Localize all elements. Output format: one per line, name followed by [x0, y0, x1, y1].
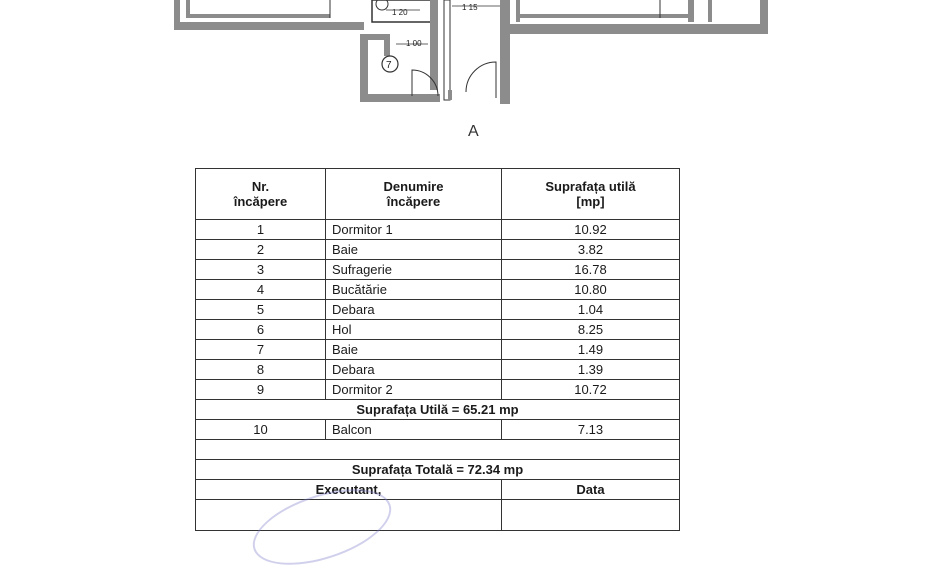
balcony-area: 7.13 — [502, 420, 680, 440]
header-name-label: Denumire încăpere — [383, 179, 444, 209]
table-row — [196, 300, 680, 320]
room-area: 10.80 — [502, 280, 680, 300]
wall-room7-top — [360, 34, 390, 40]
room-name: Bucătărie — [326, 280, 502, 300]
dimension-label-2: 1 15 — [462, 3, 478, 12]
total-area-summary: Suprafața Totală = 72.34 mp — [196, 460, 680, 480]
room-name: Dormitor 1 — [326, 220, 502, 240]
room-name: Baie — [326, 240, 502, 260]
wall-corridor-left — [430, 0, 438, 90]
spacer-cell — [196, 440, 680, 460]
room-nr: 7 — [196, 340, 326, 360]
door-jamb — [448, 90, 452, 100]
table-row — [196, 420, 680, 440]
room-area: 10.72 — [502, 380, 680, 400]
header-area — [502, 169, 680, 220]
table-row — [196, 320, 680, 340]
table-row — [196, 380, 680, 400]
executant-label: Executant, — [196, 480, 502, 500]
wall-left-inner — [186, 0, 190, 18]
floor-plan — [0, 0, 938, 150]
table-row — [196, 240, 680, 260]
table-header-row — [196, 169, 680, 220]
wall-left-inner-bottom — [190, 14, 330, 18]
room-name: Debara — [326, 360, 502, 380]
wall-right-partition-2 — [708, 0, 712, 22]
header-nr — [196, 169, 326, 220]
room-name: Hol — [326, 320, 502, 340]
room-nr: 4 — [196, 280, 326, 300]
wall-right-inner — [516, 0, 520, 22]
room-area: 3.82 — [502, 240, 680, 260]
table-row — [196, 280, 680, 300]
table-row — [196, 260, 680, 280]
wall-room7-left — [360, 34, 368, 100]
dimension-label-3: 1 00 — [406, 39, 422, 48]
room-nr: 2 — [196, 240, 326, 260]
wall-right-inner-bottom — [520, 14, 690, 18]
dimension-label-1: 1 20 — [392, 8, 408, 17]
header-name — [326, 169, 502, 220]
room-nr: 8 — [196, 360, 326, 380]
header-area-label: Suprafața utilă [mp] — [545, 179, 636, 209]
wall-corridor-inner — [444, 0, 450, 100]
wall-right-end — [760, 0, 768, 34]
room-nr: 5 — [196, 300, 326, 320]
room-name: Sufragerie — [326, 260, 502, 280]
room-area: 1.49 — [502, 340, 680, 360]
wall-left-bottom — [174, 22, 364, 30]
room-name: Dormitor 2 — [326, 380, 502, 400]
room-area: 8.25 — [502, 320, 680, 340]
room-marker-label: 7 — [386, 60, 392, 71]
wall-room7-bottom — [360, 94, 440, 102]
spacer-row — [196, 440, 680, 460]
wall-right-outer — [500, 0, 510, 104]
header-nr-label: Nr. încăpere — [233, 179, 288, 209]
table-row — [196, 340, 680, 360]
orientation-mark: A — [468, 123, 479, 140]
room-nr: 9 — [196, 380, 326, 400]
room-marker-top — [376, 0, 388, 10]
balcony-name: Balcon — [326, 420, 502, 440]
footer-header-row — [196, 480, 680, 500]
room-area: 10.92 — [502, 220, 680, 240]
useful-area-summary: Suprafața Utilă = 65.21 mp — [196, 400, 680, 420]
useful-area-summary-row — [196, 400, 680, 420]
wall-right-bottom — [500, 24, 768, 34]
table-row — [196, 360, 680, 380]
wall-right-partition — [688, 0, 694, 22]
room-nr: 1 — [196, 220, 326, 240]
room-area: 1.39 — [502, 360, 680, 380]
room-name: Debara — [326, 300, 502, 320]
room-name: Baie — [326, 340, 502, 360]
floor-plan-drawing — [0, 0, 938, 150]
room-nr: 3 — [196, 260, 326, 280]
date-label: Data — [502, 480, 680, 500]
table-row — [196, 220, 680, 240]
date-value — [502, 500, 680, 531]
room-area: 1.04 — [502, 300, 680, 320]
room-area: 16.78 — [502, 260, 680, 280]
room-area-table — [195, 168, 680, 531]
door-swing-right — [466, 62, 496, 98]
balcony-nr: 10 — [196, 420, 326, 440]
room-nr: 6 — [196, 320, 326, 340]
total-area-summary-row — [196, 460, 680, 480]
wall-room7-stub — [384, 40, 390, 56]
